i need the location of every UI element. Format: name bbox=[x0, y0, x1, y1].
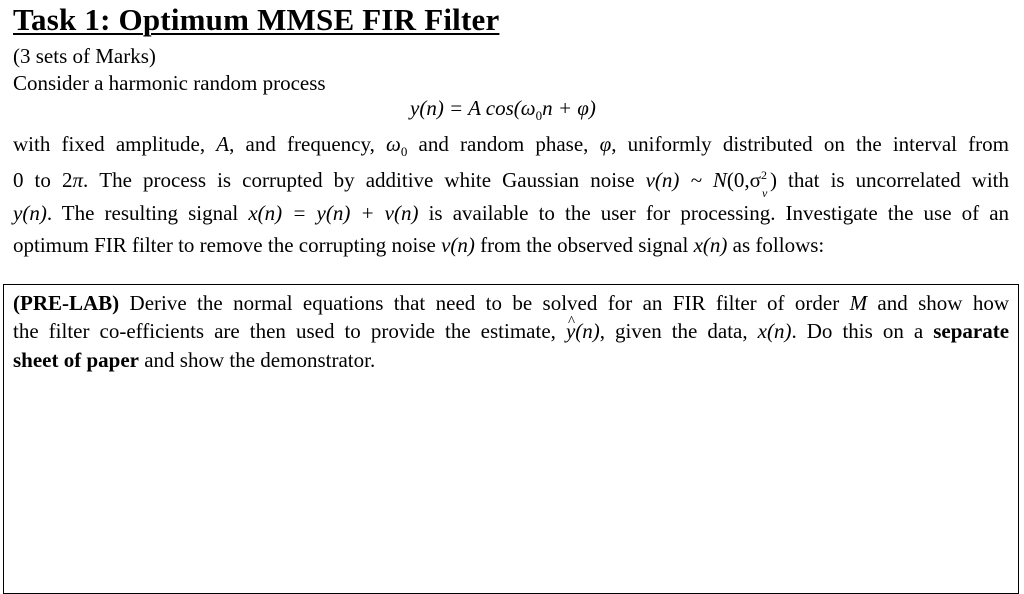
variance-scripts bbox=[760, 168, 770, 200]
text-fragment: as follows: bbox=[727, 233, 825, 257]
text-fragment: and random phase, bbox=[407, 132, 600, 156]
frequency-subscript: 0 bbox=[400, 144, 408, 159]
text-fragment: , given the data, bbox=[599, 319, 758, 343]
text-fragment: 0 to 2 bbox=[13, 168, 73, 192]
pi-symbol: π bbox=[72, 168, 83, 192]
text-fragment: and show how bbox=[867, 291, 1009, 315]
intro-text: Consider a harmonic random process bbox=[13, 71, 326, 95]
task-title: Task 1: Optimum MMSE FIR Filter bbox=[13, 2, 500, 37]
variance-subscript: v bbox=[761, 186, 768, 200]
emphasis-text: sheet of paper bbox=[13, 348, 139, 372]
prelab-line-1 bbox=[13, 291, 1009, 315]
paragraph-line-4 bbox=[13, 233, 824, 257]
noise-signal: v(n) bbox=[441, 233, 475, 257]
text-fragment: . The resulting signal bbox=[46, 201, 249, 225]
text-fragment: is available to the user for processing. Investigate the use of an bbox=[418, 201, 1010, 225]
estimate-symbol: ^ y bbox=[566, 319, 575, 343]
text-fragment: from the observed signal bbox=[474, 233, 694, 257]
equation-lhs: y(n) = A cos(ω bbox=[410, 96, 536, 120]
noise-expression: v(n) ~ N bbox=[645, 168, 727, 192]
text-fragment: ) bbox=[769, 168, 777, 192]
data-signal: x(n) bbox=[757, 319, 792, 343]
text-fragment: and show the demonstrator. bbox=[138, 348, 376, 372]
noise-params: (0,σ bbox=[726, 168, 761, 192]
text-fragment: , and frequency, bbox=[229, 132, 387, 156]
equation-rhs: n + φ) bbox=[542, 96, 596, 120]
text-fragment: Derive the normal equations that need to be solved for an FIR filter of order bbox=[119, 291, 850, 315]
marks-note: (3 sets of Marks) bbox=[13, 44, 156, 68]
prelab-line-2 bbox=[13, 319, 1009, 343]
frequency-symbol: ω bbox=[386, 132, 401, 156]
observed-signal: x(n) bbox=[693, 233, 728, 257]
variance-superscript: 2 bbox=[760, 168, 767, 182]
equation-subscript: 0 bbox=[535, 108, 543, 123]
text-fragment: that is uncorrelated with bbox=[776, 168, 1009, 192]
signal-equation: x(n) = y(n) + v(n) bbox=[248, 201, 419, 225]
text-fragment: , uniformly distributed on the interval from bbox=[611, 132, 1009, 156]
text-fragment: with fixed amplitude, bbox=[13, 132, 217, 156]
filter-order-symbol: M bbox=[849, 291, 868, 315]
paragraph-line-3 bbox=[13, 201, 1009, 225]
text-fragment: optimum FIR filter to remove the corrupting noise bbox=[13, 233, 442, 257]
text-fragment: . The process is corrupted by additive white Gaussian noise bbox=[83, 168, 646, 192]
phase-symbol: φ bbox=[599, 132, 612, 156]
text-fragment: . Do this on a bbox=[791, 319, 934, 343]
text-fragment: the filter co-efficients are then used to provide the estimate, bbox=[13, 319, 566, 343]
prelab-line-3 bbox=[13, 348, 375, 372]
harmonic-equation bbox=[410, 95, 596, 124]
signal-y: y(n) bbox=[13, 201, 47, 225]
paragraph-line-2 bbox=[13, 168, 1009, 200]
estimate-argument: (n) bbox=[575, 319, 600, 343]
paragraph-line-1 bbox=[13, 132, 1009, 159]
amplitude-symbol: A bbox=[216, 132, 230, 156]
prelab-tag: (PRE-LAB) bbox=[13, 291, 120, 315]
emphasis-text: separate bbox=[933, 319, 1010, 343]
